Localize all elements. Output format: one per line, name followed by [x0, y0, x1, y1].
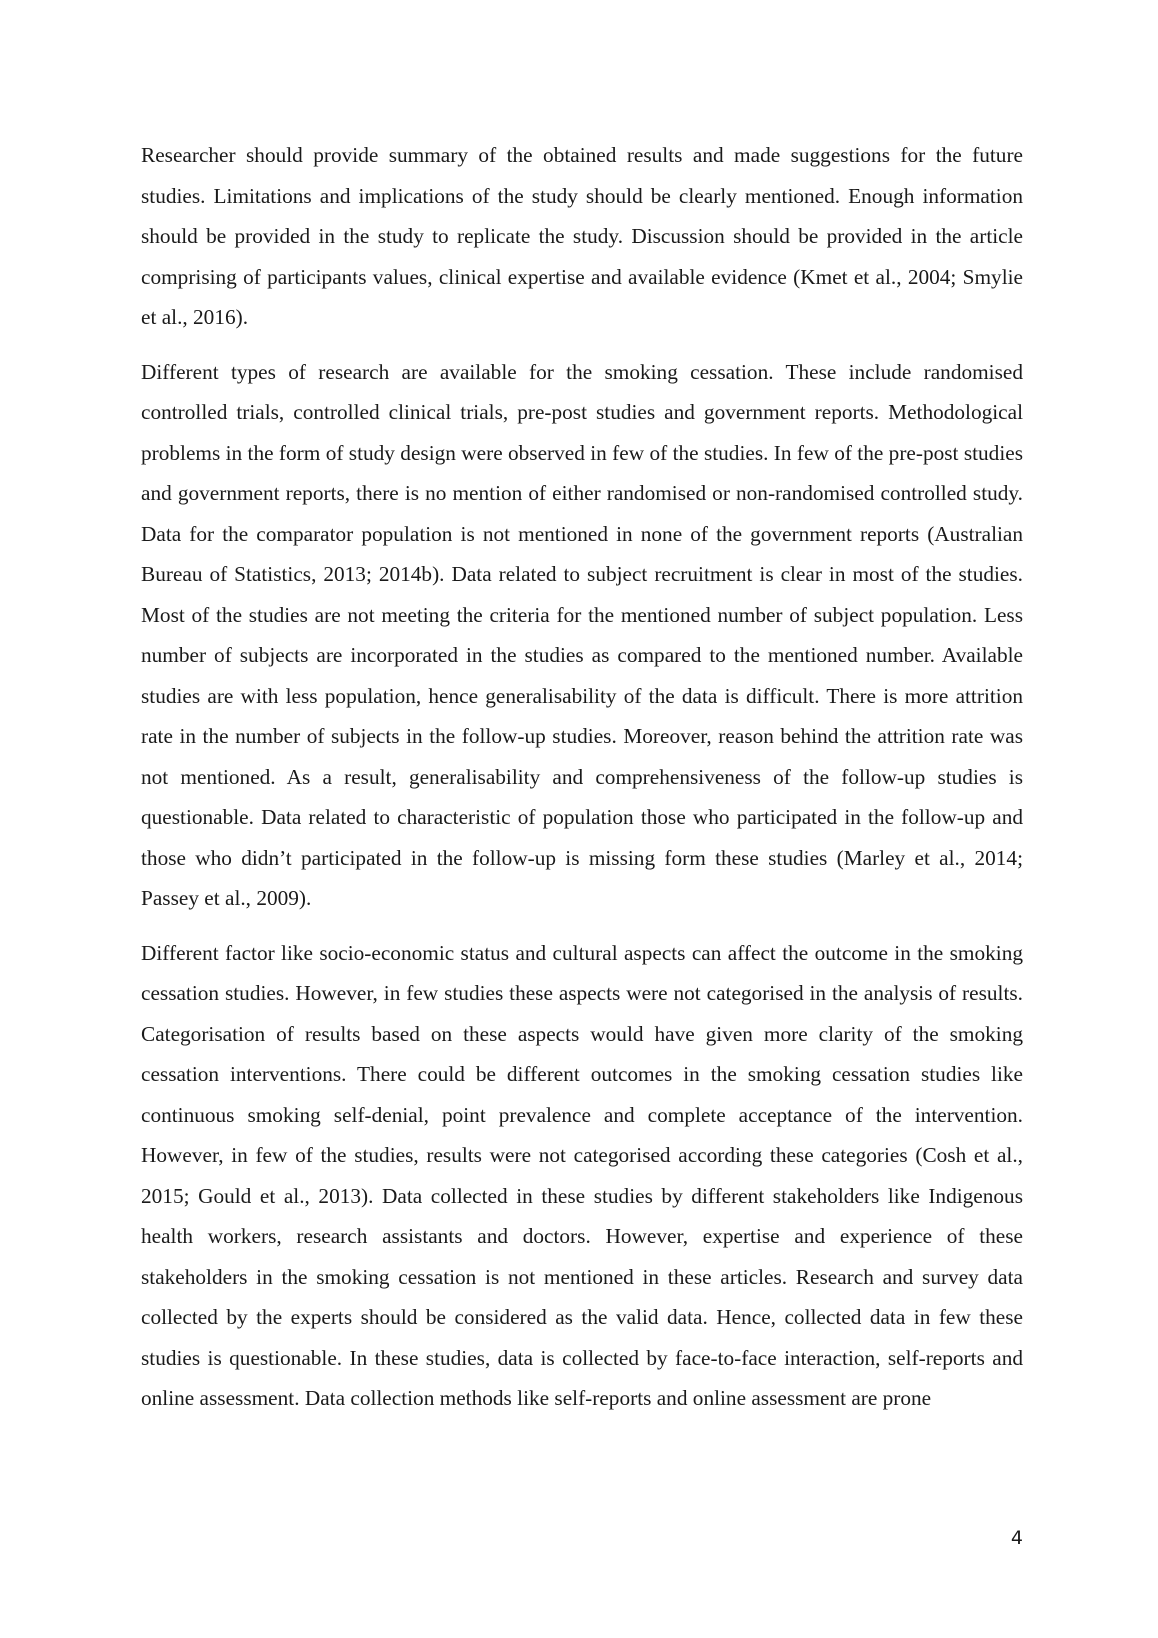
body-text — [141, 135, 1023, 1433]
paragraph-1: Researcher should provide summary of the obtained results and made suggestions for the future studies. Limitations and implications of the study should be clearly mentioned. Enough information should be provided in the study to replicate the study. Discussion should be provided in the article comprising of participants values, clinical expertise and available evidence (Kmet et al., 2004; Smylie et al., 2016). — [141, 143, 1023, 329]
page-number: 4 — [1010, 1527, 1023, 1549]
paragraph-3: Different factor like socio-economic status and cultural aspects can affect the outcome in the smoking cessation studies. However, in few studies these aspects were not categorised in the analysis of results. Categorisation of results based on these aspects would have given more clarity of the smoking cessation interventions. There could be different outcomes in the smoking cessation studies like continuous smoking self-denial, point prevalence and complete acceptance of the intervention. However, in few of the studies, results were not categorised according these categories (Cosh et al., 2015; Gould et al., 2013). Data collected in these studies by different stakeholders like Indigenous health workers, research assistants and doctors. However, expertise and experience of these stakeholders in the smoking cessation is not mentioned in these articles. Research and survey data collected by the experts should be considered as the valid data. Hence, collected data in few these studies is questionable. In these studies, data is collected by face-to-face interaction, self-reports and online assessment. Data collection methods like self-reports and online assessment are prone — [141, 940, 1023, 1410]
paragraph-2: Different types of research are available for the smoking cessation. These include randomised controlled trials, controlled clinical trials, pre-post studies and government reports. Methodological problems in the form of study design were observed in few of the studies. In few of the pre-post studies and government reports, there is no mention of either randomised or non-randomised controlled study. Data for the comparator population is not mentioned in none of the government reports (Australian Bureau of Statistics, 2013; 2014b). Data related to subject recruitment is clear in most of the studies. Most of the studies are not meeting the criteria for the mentioned number of subject population. Less number of subjects are incorporated in the studies as compared to the mentioned number. Available studies are with less population, hence generalisability of the data is difficult. There is more attrition rate in the number of subjects in the follow-up studies. Moreover, reason behind the attrition rate was not mentioned. As a result, generalisability and comprehensiveness of the follow-up studies is questionable. Data related to characteristic of population those who participated in the follow-up and those who didn’t participated in the follow-up is missing form these studies (Marley et al., 2014; Passey et al., 2009). — [141, 359, 1023, 910]
